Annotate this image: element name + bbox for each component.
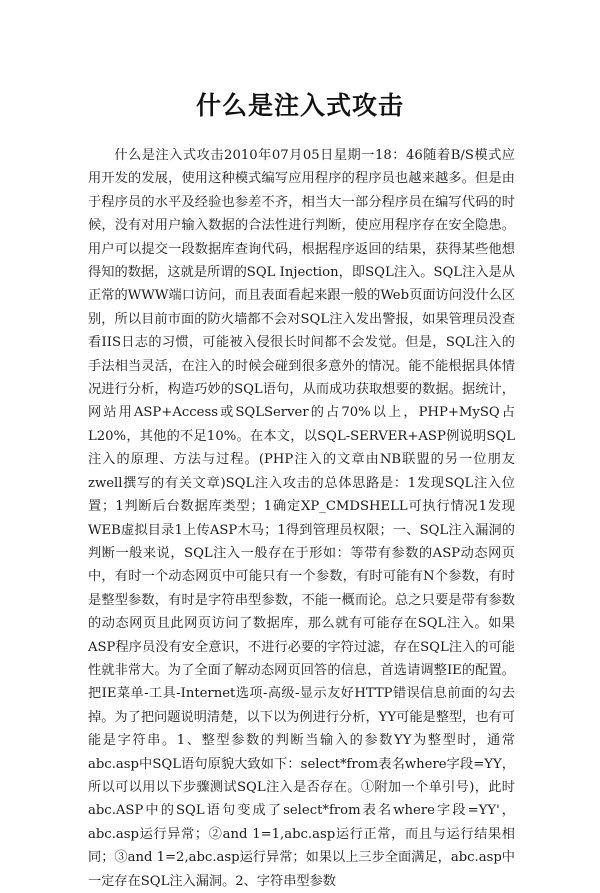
document-body-paragraph: 什么是注入式攻击2010年07月05日星期一18：46随着B/S模式应用开发的发展，使用这种模式编写应用程序的程序员也越来越多。但是由于程序员的水平及经验也参差不齐，相当大一部分程序员在编写代码的时候，没有对用户输入数据的合法性进行判断，使应用程序存在安全隐患。用户可以提交一段数据库查询代码，根据程序返回的结果，获得某些他想得知的数据，这就是所谓的SQL Injection，即SQL注入。SQL注入是从正常的WWW端口访问，而且表面看起来跟一般的Web页面访问没什么区别，所以目前市面的防火墙都不会对SQL注入发出警报，如果管理员没查看IIS日志的习惯，可能被入侵很长时间都不会发觉。但是，SQL注入的手法相当灵活，在注入的时候会碰到很多意外的情况。能不能根据具体情况进行分析，构造巧妙的SQL语句，从而成功获取想要的数据。据统计，网站用ASP+Access或SQLServer的占70%以上，PHP+MySQ占L20%，其他的不足10%。在本文，以SQL-SERVER+ASP例说明SQL注入的原理、方法与过程。(PHP注入的文章由NB联盟的另一位朋友zwell撰写的有关文章)SQL注入攻击的总体思路是：1发现SQL注入位置；1判断后台数据库类型；1确定XP_CMDSHELL可执行情况1发现WEB虚拟目录1上传ASP木马；1得到管理员权限；一、SQL注入漏洞的判断一般来说，SQL注入一般存在于形如：等带有参数的ASP动态网页中，有时一个动态网页中可能只有一个参数，有时可能有N个参数，有时是整型参数，有时是字符串型参数，不能一概而论。总之只要是带有参数的动态网页且此网页访问了数据库，那么就有可能存在SQL注入。如果ASP程序员没有安全意识，不进行必要的字符过滤，存在SQL注入的可能性就非常大。为了全面了解动态网页回答的信息，首选请调整IE的配置。把IE菜单-工具-Internet选项-高级-显示友好HTTP错误信息前面的勾去掉。为了把问题说明清楚，以下以为例进行分析，YY可能是整型，也有可能是字符串。1、整型参数的判断当输入的参数YY为整型时，通常abc.asp中SQL语句原貌大致如下：select*from表名where字段=YY，所以可以用以下步骤测试SQL注入是否存在。①附加一个单引号)，此时abc.ASP中的SQL语句变成了select*from表名where字段=YY'，abc.asp运行异常；②and 1=1,abc.asp运行正常，而且与运行结果相同；③and 1=2,abc.asp运行异常；如果以上三步全面满足，abc.asp中一定存在SQL注入漏洞。2、字符串型参数: [88, 148, 515, 889]
document-title: 什么是注入式攻击: [195, 90, 404, 120]
